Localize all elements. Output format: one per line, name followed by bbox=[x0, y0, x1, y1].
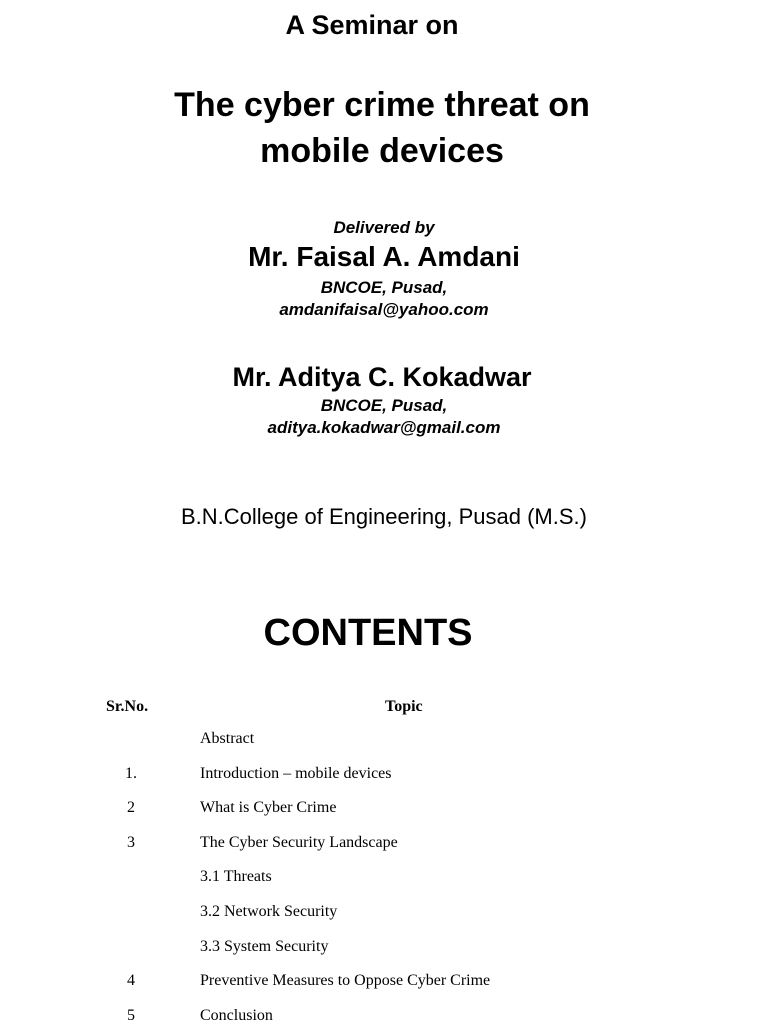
table-row bbox=[0, 938, 768, 964]
toc-row-topic: 3.3 System Security bbox=[200, 937, 329, 955]
toc-header-srno: Sr.No. bbox=[106, 698, 149, 715]
table-row bbox=[0, 730, 768, 756]
table-row bbox=[0, 765, 768, 791]
table-row bbox=[0, 972, 768, 998]
presenter-2-name: Mr. Aditya C. Kokadwar bbox=[232, 362, 532, 392]
table-row bbox=[0, 1007, 768, 1033]
table-row bbox=[0, 834, 768, 860]
toc-row-number: 5 bbox=[127, 1006, 135, 1024]
title-line-1: The cyber crime threat on bbox=[174, 86, 590, 124]
toc-row-topic: The Cyber Security Landscape bbox=[200, 833, 398, 851]
presenter-2-institution: BNCOE, Pusad, bbox=[320, 396, 448, 415]
toc-row-topic: What is Cyber Crime bbox=[200, 799, 337, 817]
seminar-heading: A Seminar on bbox=[285, 10, 459, 40]
toc-row-topic: Conclusion bbox=[200, 1006, 273, 1024]
toc-row-number: 2 bbox=[127, 799, 135, 817]
toc-header-topic: Topic bbox=[385, 698, 423, 715]
toc-row-number: 4 bbox=[127, 972, 135, 990]
presenter-1-name: Mr. Faisal A. Amdani bbox=[248, 241, 520, 272]
toc-row-topic: Preventive Measures to Oppose Cyber Crime bbox=[200, 972, 491, 990]
toc-row-topic: Introduction – mobile devices bbox=[200, 764, 392, 782]
toc-row-topic: 3.1 Threats bbox=[200, 868, 272, 886]
toc-row-topic: 3.2 Network Security bbox=[200, 903, 338, 920]
presenter-1-institution: BNCOE, Pusad, bbox=[320, 278, 448, 297]
presenter-1-email: amdanifaisal@yahoo.com bbox=[279, 300, 489, 319]
title-line-2: mobile devices bbox=[260, 132, 504, 170]
delivered-by-label: Delivered by bbox=[333, 218, 435, 237]
toc-row-topic: Abstract bbox=[200, 730, 255, 747]
contents-heading: CONTENTS bbox=[263, 612, 473, 654]
table-row bbox=[0, 903, 768, 929]
college-name: B.N.College of Engineering, Pusad (M.S.) bbox=[181, 504, 587, 529]
toc-row-number: 3 bbox=[127, 833, 135, 851]
table-row bbox=[0, 799, 768, 825]
table-row bbox=[0, 868, 768, 894]
presenter-2-email: aditya.kokadwar@gmail.com bbox=[267, 418, 501, 437]
toc-row-number: 1. bbox=[125, 764, 137, 782]
